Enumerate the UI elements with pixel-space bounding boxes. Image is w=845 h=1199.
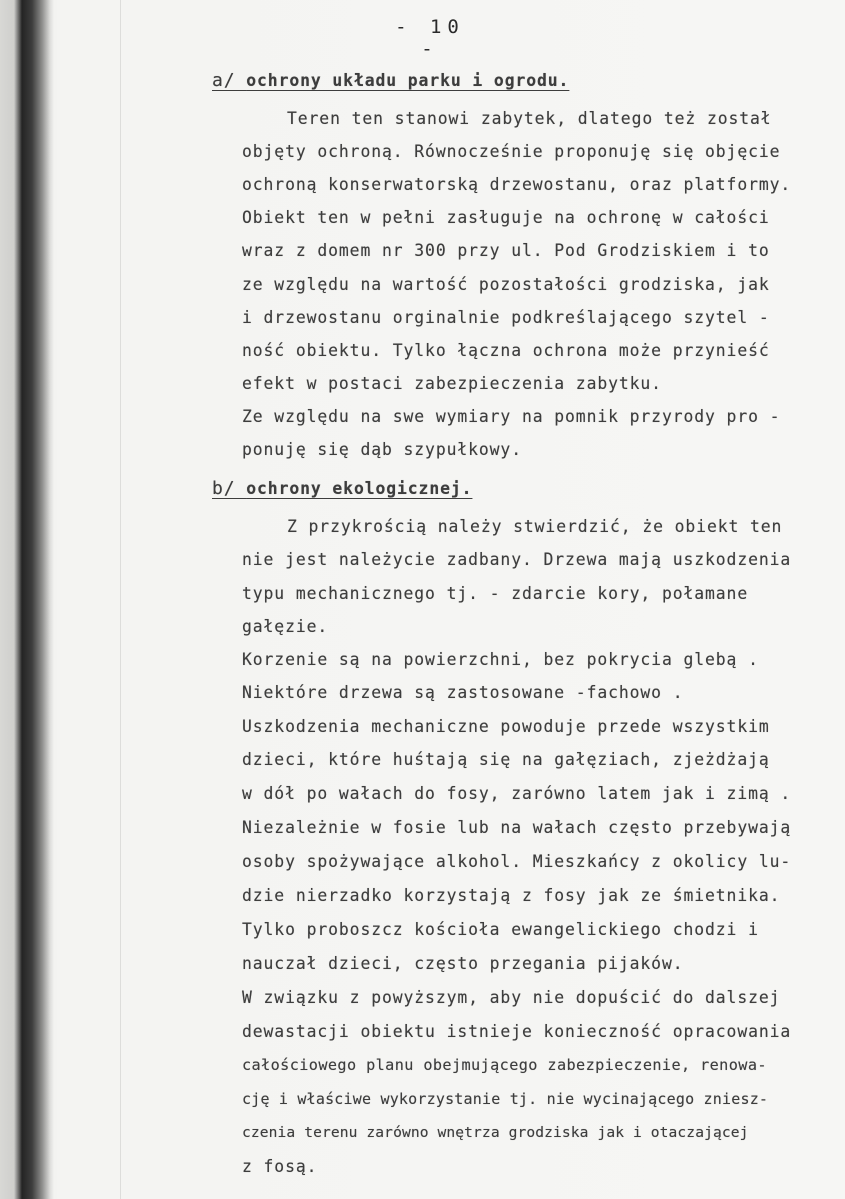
- section-b-line-20: z fosą.: [242, 1157, 318, 1176]
- section-b-heading: ochrony ekologicznej.: [246, 479, 473, 498]
- section-a-heading-line: [212, 70, 569, 91]
- section-b-line-11: osoby spożywające alkohol. Mieszkańcy z okolicy lu-: [242, 852, 792, 871]
- section-a-marker: a/: [212, 70, 236, 91]
- section-b-line-6: Niektóre drzewa są zastosowane -fachowo .: [242, 683, 684, 702]
- section-b-line-5: Korzenie są na powierzchni, bez pokrycia glebą .: [242, 650, 759, 669]
- section-b-line-15: W związku z powyższym, aby nie dopuścić do dalszej: [242, 988, 781, 1007]
- section-b-heading-line: [212, 478, 472, 499]
- section-a-heading: ochrony układu parku i ogrodu.: [246, 71, 570, 90]
- section-b-marker: b/: [212, 478, 236, 499]
- section-b-line-8: dzieci, które huśtają się na gałęziach, zjeżdżają: [242, 750, 770, 769]
- section-b-line-18: cję i właściwe wykorzystanie tj. nie wycinającego zniesz-: [242, 1090, 769, 1108]
- section-a-line-2: objęty ochroną. Równocześnie proponuję się objęcie: [242, 142, 781, 161]
- section-b-line-13: Tylko proboszcz kościoła ewangelickiego chodzi i: [242, 920, 759, 939]
- section-b-line-7: Uszkodzenia mechaniczne powoduje przede wszystkim: [242, 717, 770, 736]
- section-a-line-6: ze względu na wartość pozostałości grodziska, jak: [242, 275, 770, 294]
- section-b-line-1: Z przykrością należy stwierdzić, że obiekt ten: [287, 517, 783, 536]
- section-a-line-8: ność obiektu. Tylko łączna ochrona może przynieść: [242, 341, 770, 360]
- scan-margin: [0, 0, 14, 1199]
- section-a-line-4: Obiekt ten w pełni zasługuje na ochronę w całości: [242, 208, 770, 227]
- section-b-line-9: w dół po wałach do fosy, zarówno latem jak i zimą .: [242, 784, 792, 803]
- section-b-line-3: typu mechanicznego tj. - zdarcie kory, połamane: [242, 584, 749, 603]
- section-a-line-7: i drzewostanu orginalnie podkreślającego szytel -: [242, 308, 770, 327]
- section-a-line-5: wraz z domem nr 300 przy ul. Pod Grodziskiem i to: [242, 241, 770, 260]
- scan-binding-edge: [14, 0, 54, 1199]
- section-a-line-11: ponuję się dąb szypułkowy.: [242, 440, 522, 459]
- section-b-line-12: dzie nierzadko korzystają z fosy jak ze śmietnika.: [242, 886, 781, 905]
- section-b-line-16: dewastacji obiektu istnieje konieczność opracowania: [242, 1022, 792, 1041]
- scan-fold-line: [120, 0, 121, 1199]
- section-b-line-19: czenia terenu zarówno wnętrza grodziska jak i otaczającej: [242, 1124, 749, 1141]
- section-a-line-9: efekt w postaci zabezpieczenia zabytku.: [242, 374, 662, 393]
- section-a-line-10: Ze względu na swe wymiary na pomnik przyrody pro -: [242, 407, 781, 426]
- section-b-line-4: gałęzie.: [242, 617, 329, 636]
- page-number: - 10 -: [395, 16, 465, 60]
- section-b-line-17: całościowego planu obejmującego zabezpieczenie, renowa-: [242, 1056, 767, 1074]
- section-b-line-10: Niezależnie w fosie lub na wałach często przebywają: [242, 818, 792, 837]
- section-b-line-2: nie jest należycie zadbany. Drzewa mają uszkodzenia: [242, 550, 792, 569]
- section-b-line-14: nauczał dzieci, często przegania pijaków.: [242, 954, 684, 973]
- section-a-line-1: Teren ten stanowi zabytek, dlatego też został: [287, 109, 772, 128]
- section-a-line-3: ochroną konserwatorską drzewostanu, oraz platformy.: [242, 175, 792, 194]
